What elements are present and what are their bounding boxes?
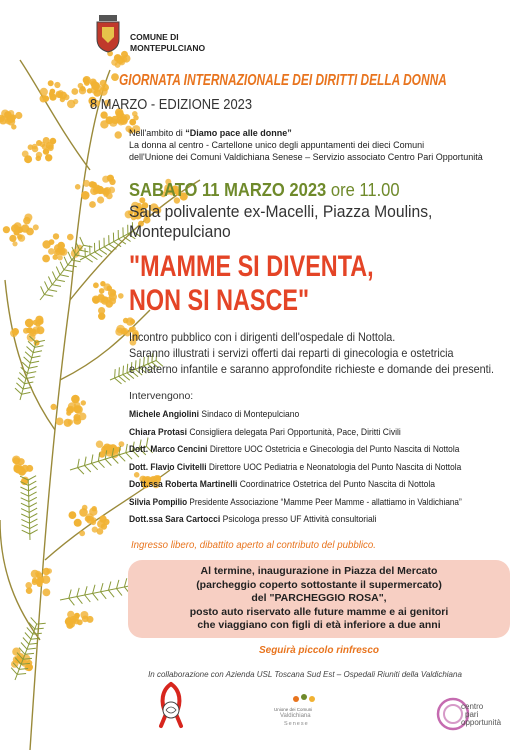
mimosa-bloom	[9, 235, 16, 242]
mimosa-bloom	[91, 82, 97, 88]
speaker-item	[129, 511, 477, 529]
leaflet	[31, 617, 37, 624]
leaflet	[25, 633, 31, 640]
mimosa-bloom	[81, 191, 90, 200]
leaflet	[45, 281, 49, 289]
centro-name-line2: pari	[465, 710, 479, 719]
leaflet	[84, 245, 93, 247]
unione-name-line2: Valdichiana	[280, 713, 311, 719]
leaflet	[91, 455, 93, 464]
mimosa-bloom	[98, 307, 105, 314]
mimosa-bloom	[27, 660, 33, 666]
mimosa-bloom	[97, 196, 104, 203]
mimosa-bloom	[53, 255, 58, 260]
leaflet	[29, 503, 37, 507]
leaflet	[29, 492, 37, 496]
leaflet	[25, 653, 34, 654]
mimosa-bloom	[74, 415, 80, 421]
mimosa-bloom	[90, 187, 98, 195]
mimosa-bloom	[32, 327, 40, 335]
leaflet	[64, 257, 68, 265]
mimosa-bloom	[53, 233, 59, 239]
mimosa-bloom	[100, 281, 105, 286]
mimosa-bloom	[109, 179, 115, 185]
venue-line1: Sala polivalente ex-Macelli, Piazza Moulins,	[129, 202, 433, 221]
leaflet	[91, 463, 97, 469]
leaflet	[27, 372, 36, 374]
mimosa-bloom	[11, 124, 16, 129]
leaflet	[29, 643, 38, 644]
speaker-name: Dott. Flavio Civitelli	[129, 461, 207, 473]
inauguration-line5: che viaggiano con figli di età inferiore a due anni	[197, 619, 441, 631]
leaflet	[101, 592, 107, 599]
leaflet	[115, 378, 122, 384]
leaflet	[22, 392, 31, 394]
centro-name-line3: opportunità	[461, 718, 502, 727]
leaflet	[100, 249, 107, 254]
description-line3: e materno infantile e saranno approfondite richieste e domande dei presenti.	[129, 362, 495, 376]
leaflet	[23, 638, 29, 645]
leaflet	[29, 514, 37, 518]
refreshment-note: Seguirà piccolo rinfresco	[258, 645, 380, 656]
entry-note: Ingresso libero, dibattito aperto al contributo del pubblico.	[131, 539, 376, 551]
speaker-item	[129, 424, 477, 442]
speaker-name: Silvia Pompilio	[129, 496, 188, 508]
description-line1: Incontro pubblico con i dirigenti dell'ospedale di Nottola.	[129, 330, 396, 344]
leaflet	[80, 250, 89, 252]
leaflet	[17, 674, 26, 675]
leaflet	[48, 277, 52, 285]
leaflet	[98, 461, 104, 467]
mimosa-bloom	[83, 180, 90, 187]
mimosa-bloom	[71, 88, 78, 95]
leaflet	[21, 509, 29, 513]
speaker-name: Dott. Marco Cencini	[129, 444, 208, 455]
comune-name-line2: MONTEPULCIANO	[130, 43, 206, 53]
mimosa-bloom	[100, 80, 107, 87]
mimosa-bloom	[10, 330, 18, 338]
comune-logo	[93, 13, 223, 55]
leaflet	[44, 295, 53, 297]
headline-line1: "MAMME SI DIVENTA,	[129, 250, 374, 283]
speaker-name: Chiara Protasi	[129, 426, 187, 438]
mimosa-bloom	[121, 328, 128, 335]
leaflet	[80, 237, 84, 245]
mimosa-bloom	[43, 95, 49, 101]
mimosa-bloom	[46, 568, 52, 574]
mimosa-bloom	[69, 511, 77, 519]
speaker-role: Psicologa presso UF Attività consultoriali	[220, 514, 377, 525]
mimosa-bloom	[101, 297, 109, 305]
speaker-name: Dott.ssa Sara Cartocci	[129, 514, 221, 525]
speaker-name: Michele Angiolini	[129, 409, 199, 420]
leaflet	[68, 265, 77, 267]
mimosa-bloom	[42, 255, 50, 263]
leaflet	[72, 260, 81, 262]
mimosa-bloom	[68, 621, 75, 628]
event-datetime	[129, 180, 400, 201]
speakers-list	[129, 406, 516, 529]
leaflet	[78, 468, 84, 475]
leaflet	[93, 593, 99, 600]
leaflet	[127, 364, 128, 373]
leaflet	[30, 524, 38, 528]
mimosa-bloom	[31, 570, 39, 578]
coat-of-arms-icon	[93, 13, 123, 53]
speaker-role: Coordinatrice Ostetrica del Punto Nascita di Nottola	[237, 479, 436, 490]
leaflet	[123, 366, 124, 375]
leaflet	[24, 357, 31, 363]
leaflet	[77, 588, 79, 597]
leaflet	[115, 369, 116, 378]
venue-line2: Montepulciano	[129, 222, 231, 241]
leaf-spray	[20, 342, 36, 400]
unione-name-line1: Unione dei Comuni	[274, 707, 313, 712]
mimosa-bloom	[49, 91, 55, 97]
speaker-role: Sindaco di Montepulciano	[198, 409, 300, 420]
speaker-role: Direttore UOC Pediatria e Neonatologia del Punto Nascita di Nottola	[206, 461, 462, 473]
speakers-heading: Intervengono:	[129, 390, 194, 402]
mimosa-bloom	[71, 395, 80, 404]
mimosa-bloom	[64, 419, 72, 427]
leaflet	[85, 466, 91, 473]
collaboration-note: In collaborazione con Azienda USL Toscana Sud Est – Ospedali Riuniti della Valdichiana	[148, 670, 462, 679]
leaflet	[28, 481, 36, 485]
mimosa-bloom	[18, 458, 25, 465]
leaflet	[20, 487, 28, 491]
description-line2: Saranno illustrati i servizi offerti dai reparti di ginecologia e ostetricia	[129, 346, 454, 360]
mimosa-bloom	[123, 55, 131, 63]
leaflet	[22, 525, 30, 529]
mimosa-bloom	[96, 441, 103, 448]
leaflet	[33, 633, 42, 634]
leaflet	[30, 530, 38, 534]
event-title: GIORNATA INTERNAZIONALE DEI DIRITTI DELLA DONNA	[119, 72, 447, 89]
mimosa-bloom	[15, 467, 22, 474]
leaflet	[29, 508, 37, 512]
mimosa-bloom	[40, 88, 48, 96]
mimosa-bloom	[42, 240, 50, 248]
mimosa-bloom	[92, 506, 97, 511]
leaflet	[119, 455, 125, 461]
centro-name-line1: centro	[461, 702, 484, 711]
leaflet	[69, 598, 75, 605]
speaker-name: Dott.ssa Roberta Martinelli	[129, 479, 238, 490]
mimosa-bloom	[74, 519, 82, 527]
speaker-role: Direttore UOC Ostetricia e Ginecologia del Punto Nascita di Nottola	[207, 444, 460, 455]
mimosa-bloom	[43, 589, 51, 597]
leaf-spray	[28, 480, 30, 540]
leaflet	[30, 361, 39, 363]
mimosa-bloom	[36, 156, 42, 162]
leaflet	[56, 280, 65, 282]
leaflet	[90, 255, 97, 260]
centro-pari-opportunita-logo	[433, 694, 513, 734]
leaflet	[119, 376, 126, 382]
mimosa-bloom	[25, 319, 34, 328]
leaflet	[22, 530, 30, 534]
leaflet	[109, 582, 111, 591]
context-line2: La donna al centro - Cartellone unico degli appuntamenti dei dieci Comuni	[129, 140, 425, 150]
event-edition: 8 MARZO - EDIZIONE 2023	[90, 96, 253, 113]
mimosa-bloom	[48, 80, 54, 86]
mimosa-bloom	[56, 418, 64, 426]
leaflet	[25, 352, 32, 358]
mimosa-bloom	[119, 441, 125, 447]
mimosa-bloom	[75, 184, 81, 190]
mimosa-bloom	[79, 530, 85, 536]
leaflet	[101, 583, 103, 592]
unione-name-line3: Senese	[284, 721, 309, 727]
leaflet	[21, 503, 29, 507]
leaflet	[29, 366, 38, 368]
unione-comuni-logo	[272, 692, 332, 732]
leaflet	[32, 356, 41, 358]
mimosa-bloom	[73, 99, 78, 104]
event-date: SABATO 11 MARZO 2023	[129, 180, 327, 200]
leaflet	[35, 628, 44, 629]
context-quote: “Diamo pace alle donne”	[185, 128, 292, 138]
leaflet	[29, 497, 37, 501]
leaflet	[18, 378, 25, 384]
leaflet	[85, 586, 87, 595]
leaflet	[35, 346, 44, 348]
mimosa-bloom	[3, 226, 10, 233]
mimosa-bloom	[111, 73, 119, 81]
leaflet	[60, 275, 69, 277]
inauguration-line4: posto auto riservato alle future mamme e ai genitori	[189, 605, 449, 618]
leaflet	[30, 519, 38, 523]
mimosa-bloom	[109, 118, 117, 126]
leaflet	[33, 351, 42, 353]
leaflet	[93, 585, 95, 594]
mimosa-bloom	[25, 582, 32, 589]
mimosa-bloom	[1, 110, 9, 118]
mimosa-bloom	[85, 516, 91, 522]
leaflet	[119, 367, 120, 376]
mimosa-bloom	[43, 137, 50, 144]
mimosa-bloom	[36, 580, 42, 586]
mimosa-bloom	[60, 248, 68, 256]
speaker-item	[129, 476, 477, 494]
mimosa-bloom	[83, 76, 91, 84]
mimosa-bloom	[93, 282, 99, 288]
mimosa-bloom	[79, 87, 87, 95]
inauguration-text	[128, 565, 510, 633]
leaflet	[21, 498, 29, 502]
comune-name-line1: COMUNE DI	[130, 32, 179, 42]
leaflet	[21, 519, 29, 523]
event-time: ore 11.00	[326, 180, 400, 200]
mimosa-bloom	[48, 248, 55, 255]
mimosa-bloom	[97, 528, 104, 535]
mimosa-bloom	[45, 154, 52, 161]
mimosa-bloom	[123, 318, 129, 324]
leaflet	[29, 487, 37, 491]
leaflet	[109, 590, 115, 597]
leaflet	[104, 247, 111, 252]
speaker-item	[129, 494, 462, 512]
leaflet	[126, 444, 128, 453]
leaflet	[64, 270, 73, 272]
leaflet	[41, 286, 45, 294]
leaflet	[27, 648, 36, 649]
mimosa-bloom	[68, 402, 77, 411]
mimosa-bloom	[87, 616, 94, 623]
mimosa-bloom	[67, 234, 74, 241]
leaflet	[21, 643, 27, 650]
mimosa-bloom	[82, 505, 88, 511]
speaker-item	[129, 441, 469, 459]
inauguration-line2: (parcheggio coperto sottostante il supermercato)	[196, 578, 442, 591]
mimosa-bloom	[54, 82, 60, 88]
leaflet	[85, 257, 92, 262]
mimosa-bloom	[35, 316, 43, 324]
leaflet	[11, 668, 17, 675]
mimosa-bloom	[115, 131, 122, 138]
leaflet	[27, 347, 34, 353]
leaflet	[21, 514, 29, 518]
leaflet	[52, 285, 61, 287]
mimosa-bloom	[56, 91, 63, 98]
mimosa-bloom	[60, 97, 65, 102]
leaflet	[77, 597, 83, 604]
mimosa-bloom	[51, 404, 57, 410]
mimosa-bloom	[15, 112, 22, 119]
leaflet	[117, 589, 123, 596]
leaflet	[78, 459, 80, 468]
leaflet	[48, 290, 57, 292]
leaflet	[117, 580, 119, 589]
leaflet	[85, 457, 87, 466]
leaflet	[124, 578, 126, 587]
leaflet	[16, 383, 23, 389]
mimosa-bloom	[33, 224, 39, 230]
leaflet	[95, 252, 103, 257]
leaflet	[15, 388, 22, 394]
mimosa-bloom	[57, 255, 62, 260]
mimosa-bloom	[118, 293, 124, 299]
leaflet	[60, 262, 64, 270]
mimosa-bloom	[43, 148, 49, 154]
leaflet	[69, 590, 71, 599]
leaflet	[109, 244, 116, 249]
mimosa-bloom	[23, 217, 31, 225]
mimosa-bloom	[93, 297, 100, 304]
unione-mark-icon	[290, 692, 320, 706]
inauguration-line1: Al termine, inaugurazione in Piazza del Mercato	[200, 565, 438, 577]
mimosa-bloom	[103, 519, 109, 525]
inauguration-line3: del "PARCHEGGIO ROSA",	[251, 592, 387, 604]
mimosa-bloom	[91, 517, 96, 522]
mimosa-bloom	[11, 224, 19, 232]
leaflet	[21, 492, 29, 496]
speaker-item	[129, 406, 477, 424]
leaflet	[85, 595, 91, 602]
mimosa-bloom	[118, 119, 125, 126]
mimosa-bloom	[26, 465, 33, 472]
context-line1	[129, 128, 292, 139]
mimosa-bloom	[106, 193, 113, 200]
mimosa-bloom	[22, 151, 29, 158]
context-prefix: Nell'ambito di	[129, 128, 186, 138]
mimosa-bloom	[89, 181, 96, 188]
mimosa-bloom	[89, 201, 96, 208]
mimosa-bloom	[81, 400, 86, 405]
speaker-role: Consigliera delegata Pari Opportunità, Pace, Diritti Civili	[186, 426, 401, 438]
leaflet	[56, 267, 60, 275]
leaflet	[52, 272, 56, 280]
mimosa-bloom	[32, 144, 38, 150]
red-ribbon-rose-logo	[150, 680, 192, 730]
headline-line2: NON SI NASCE"	[129, 284, 310, 317]
mimosa-bloom	[66, 411, 71, 416]
mimosa-bloom	[99, 288, 105, 294]
speaker-item	[129, 459, 469, 477]
leaflet	[105, 459, 111, 466]
leaflet	[28, 476, 36, 480]
leaflet	[28, 341, 35, 347]
speaker-role: Presidente Associazione “Mamme Peer Mamme - allattiamo in Valdichiana”	[187, 496, 462, 508]
context-line3: dell'Unione dei Comuni Valdichiana Senese – Servizio associato Centro Pari Opportunità	[129, 152, 483, 162]
